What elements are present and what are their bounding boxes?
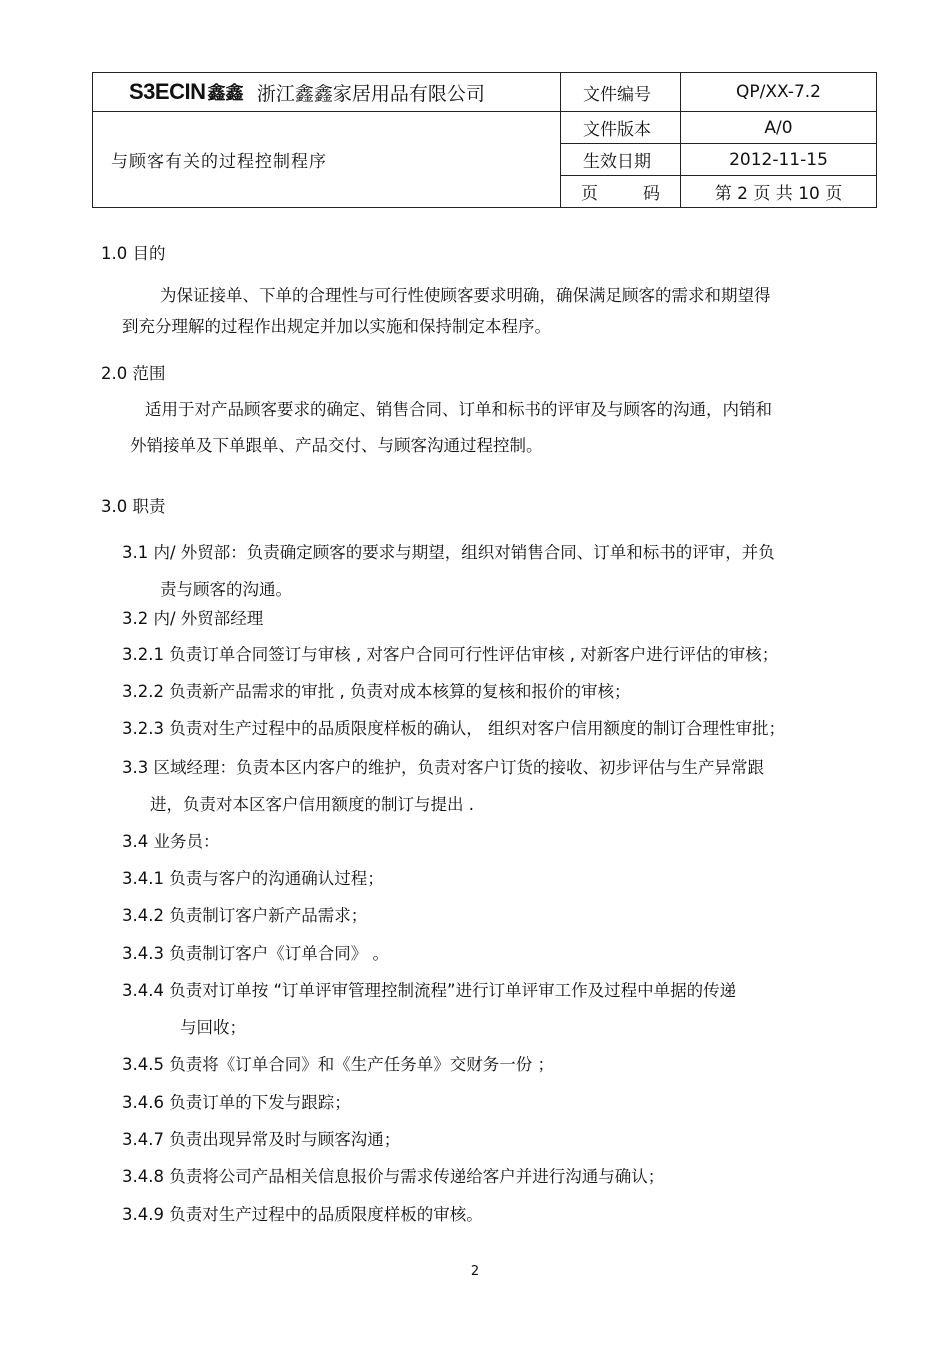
list-item-continuation: 责与顾客的沟通。 <box>160 580 292 599</box>
list-item: 3.3 区域经理：负责本区内客户的维护，负责对客户订货的接收、初步评估与生产异常跟 <box>122 758 764 777</box>
list-item: 3.2.2 负责新产品需求的审批 , 负责对成本核算的复核和报价的审核； <box>122 682 631 701</box>
logo-mark: 鑫鑫 <box>207 83 244 104</box>
paragraph-line: 到充分理解的过程作出规定并加以实施和保持制定本程序。 <box>122 317 551 336</box>
list-item: 3.4.1 负责与客户的沟通确认过程； <box>122 869 384 888</box>
logo-text: S3ECIN <box>129 79 206 104</box>
doc-number-label: 文件编号 <box>561 73 681 112</box>
list-item: 3.2 内/ 外贸部经理 <box>122 609 264 628</box>
section-heading: 2.0 范围 <box>101 364 166 383</box>
company-name: 浙江鑫鑫家居用品有限公司 <box>256 82 485 105</box>
document-title: 与顾客有关的过程控制程序 <box>93 112 561 208</box>
doc-version-label: 文件版本 <box>561 112 681 144</box>
list-item: 3.4.8 负责将公司产品相关信息报价与需求传递给客户并进行沟通与确认； <box>122 1167 665 1186</box>
page-number: 2 <box>470 1264 480 1279</box>
paragraph-line: 适用于对产品顾客要求的确定、销售合同、订单和标书的评审及与顾客的沟通，内销和 <box>145 400 772 419</box>
section-heading: 1.0 目的 <box>101 244 166 263</box>
list-item: 3.4.9 负责对生产过程中的品质限度样板的审核。 <box>122 1205 483 1224</box>
list-item: 3.4.3 负责制订客户《订单合同》 。 <box>122 944 389 963</box>
effective-date-value: 2012-11-15 <box>681 144 877 176</box>
list-item: 3.2.1 负责订单合同签订与审核 , 对客户合同可行性评估审核 , 对新客户进行评估的审核； <box>122 645 779 664</box>
page-label <box>561 176 681 208</box>
list-item: 3.4 业务员： <box>122 832 220 851</box>
paragraph-line: 外销接单及下单跟单、产品交付、与顾客沟通过程控制。 <box>130 436 543 455</box>
list-item: 3.4.7 负责出现异常及时与顾客沟通； <box>122 1130 401 1149</box>
effective-date-label: 生效日期 <box>561 144 681 176</box>
document-header-table <box>92 72 877 208</box>
section-heading: 3.0 职责 <box>101 497 166 516</box>
list-item-continuation: 进，负责对本区客户信用额度的制订与提出 . <box>150 795 474 814</box>
list-item: 3.4.6 负责订单的下发与跟踪； <box>122 1093 351 1112</box>
company-logo <box>129 79 243 105</box>
doc-version-value: A/0 <box>681 112 877 144</box>
page-label-b: 码 <box>643 184 660 204</box>
page-value: 第 2 页 共 10 页 <box>681 176 877 208</box>
list-item: 3.2.3 负责对生产过程中的品质限度样板的确认， 组织对客户信用额度的制订合理性审批； <box>122 719 785 738</box>
doc-number-value: QP/XX-7.2 <box>681 73 877 112</box>
list-item: 3.4.2 负责制订客户新产品需求； <box>122 906 368 925</box>
list-item-continuation: 与回收； <box>180 1018 246 1037</box>
list-item: 3.4.4 负责对订单按 “订单评审管理控制流程”进行订单评审工作及过程中单据的传递 <box>122 981 737 1000</box>
list-item: 3.1 内/ 外贸部：负责确定顾客的要求与期望，组织对销售合同、订单和标书的评审，并负 <box>122 543 775 562</box>
company-cell <box>93 73 561 112</box>
list-item: 3.4.5 负责将《订单合同》和《生产任务单》交财务一份 ； <box>122 1055 554 1074</box>
page-label-a: 页 <box>581 184 598 204</box>
paragraph-line: 为保证接单、下单的合理性与可行性使顾客要求明确，确保满足顾客的需求和期望得 <box>160 286 771 305</box>
